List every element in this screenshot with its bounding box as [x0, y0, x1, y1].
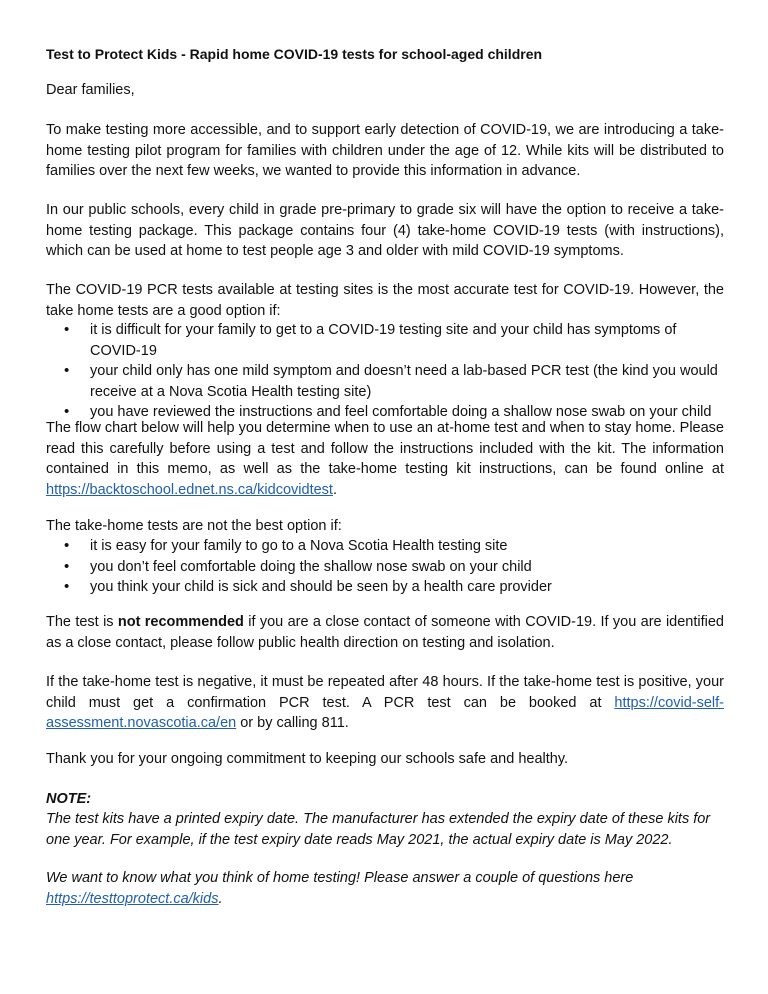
package-paragraph: In our public schools, every child in grade pre-primary to grade six will have the option to receive a take-home testing package. This package contains four (4) take-home COVID-19 tests (with instructions), which can be used at home to test people age 3 and older with mild COVID-19 symptoms.	[46, 202, 724, 259]
thank-you-paragraph: Thank you for your ongoing commitment to keeping our schools safe and healthy.	[46, 751, 569, 767]
results-line-1	[46, 672, 724, 713]
list-item: • you think your child is sick and should be seen by a health care provider	[46, 577, 724, 598]
not-recommended-text: not recommended	[117, 614, 244, 630]
list-item: • you don’t feel comfortable doing the shallow nose swab on your child	[46, 557, 724, 578]
flowchart-period: .	[332, 481, 337, 498]
feedback-paragraph	[46, 868, 724, 909]
list-item: • your child only has one mild symptom and doesn’t need a lab-based PCR test (the kind you would receive at a Nova Scotia Health testing site)	[46, 361, 724, 402]
greeting: Dear families,	[46, 82, 135, 98]
kidcovidtest-link[interactable]: https://backtoschool.ednet.ns.ca/kidcovidtest	[46, 481, 333, 498]
covid-self-assessment-link-part1[interactable]: https://covid-self-	[614, 694, 725, 711]
good-options-list	[46, 320, 724, 423]
list-item: • it is easy for your family to go to a Nova Scotia Health testing site	[46, 536, 724, 557]
flowchart-text: The flow chart below will help you determine when to use an at-home test and when to stay home. Please read this carefully before using a test and follow the instructions included with the kit. The information contained in this memo, as well as the take-home testing kit instructions, can be found online at	[46, 420, 724, 477]
page-title: Test to Protect Kids - Rapid home COVID-19 tests for school-aged children	[46, 46, 543, 62]
covid-self-assessment-link-part2[interactable]: assessment.novascotia.ca/en	[46, 715, 237, 731]
feedback-period: .	[218, 890, 223, 907]
pcr-paragraph: The COVID-19 PCR tests available at testing sites is the most accurate test for COVID-19. However, the take home tests are a good option if:	[46, 282, 724, 319]
not-best-options-list	[46, 536, 724, 598]
note-text: The test kits have a printed expiry date. The manufacturer has extended the expiry date of these kits for one year. For example, if the test expiry date reads May 2021, the actual expiry date is May 2022.	[46, 811, 711, 848]
close-contact-paragraph	[46, 612, 724, 653]
feedback-text: We want to know what you think of home testing! Please answer a couple of questions here	[46, 870, 634, 886]
not-best-paragraph: The take-home tests are not the best option if:	[46, 518, 342, 534]
close-contact-start: The test is	[46, 614, 118, 630]
intro-paragraph: To make testing more accessible, and to support early detection of COVID-19, we are introducing a take-home testing pilot program for families with children under the age of 12. While kits will be distributed to families over the next few weeks, we wanted to provide this information in advance.	[46, 122, 724, 179]
testtoprotect-link[interactable]: https://testtoprotect.ca/kids	[46, 890, 219, 907]
results-text: If the take-home test is negative, it must be repeated after 48 hours. If the take-home test is positive, your child must get a confirmation PCR test. A PCR test can be booked at	[46, 674, 724, 711]
flowchart-paragraph	[46, 418, 724, 500]
results-paragraph	[46, 672, 724, 734]
list-item: • you have reviewed the instructions and feel comfortable doing a shallow nose swab on your child	[46, 402, 724, 423]
list-item: • it is difficult for your family to get to a COVID-19 testing site and your child has symptoms of COVID-19	[46, 320, 724, 361]
results-line-2	[46, 713, 724, 734]
note-heading: NOTE:	[46, 791, 92, 807]
close-contact-end: if you are a close contact of someone with COVID-19. If you are identified as a close contact, please follow public health direction on testing and isolation.	[46, 614, 724, 651]
results-end: or by calling 811.	[236, 715, 349, 731]
